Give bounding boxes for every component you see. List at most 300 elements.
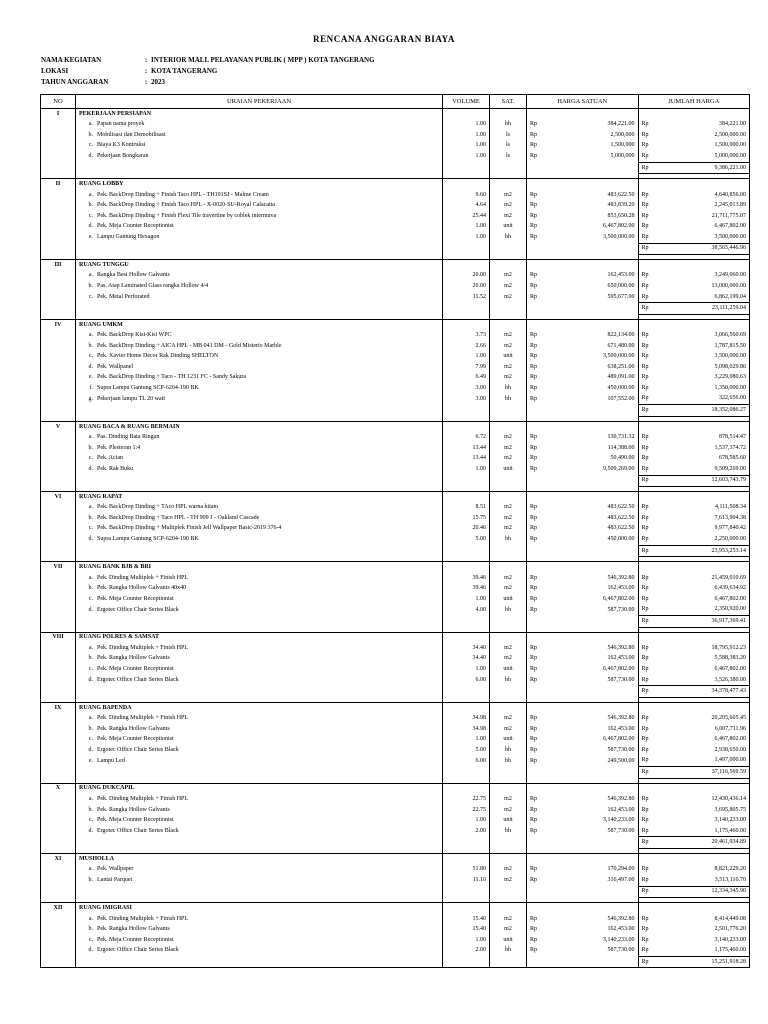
table-row [41,221,750,232]
empty-cell [694,319,750,330]
section-header-row [41,319,750,330]
item-unit: ls [490,141,527,152]
empty-cell [527,837,583,849]
item-total-price: 1,537,374.72 [694,443,750,454]
item-letter: d. [88,153,93,160]
empty-cell [582,179,638,190]
empty-cell [41,281,76,292]
item-text: Pek. Wallpanel [97,363,134,370]
item-description [76,503,443,514]
item-text: Papan nama proyek [97,121,145,128]
table-row [41,120,750,131]
section-number: XI [41,854,76,865]
item-total-price: 3,140,233.00 [694,935,750,946]
empty-cell [41,232,76,243]
table-row [41,724,750,735]
table-row [41,643,750,654]
item-letter: b. [88,282,93,289]
item-unit-price: 6,467,802.00 [603,595,635,602]
empty-cell [443,886,490,898]
item-unit: bh [490,605,527,616]
item-description [76,341,443,352]
section-number: VII [41,562,76,573]
item-text: Pek. BackDrop Kisi-Kisi WPC [97,332,172,339]
item-total-price: 9,509,269.00 [694,464,750,475]
item-description [76,221,443,232]
item-text: Pek. BackDrop Dinding + TAco HPL warna hitam [97,504,219,511]
table-row [41,292,750,303]
item-letter: a. [88,434,93,441]
item-total-price: 3,513,116.70 [694,875,750,886]
item-total-price: 6,467,802.00 [694,664,750,675]
empty-cell [694,260,750,271]
empty-cell [582,686,638,698]
table-row [41,394,750,405]
item-text: Pek. Meja Counter Receptionist [97,817,174,824]
table-row [41,865,750,876]
section-number: IX [41,702,76,713]
currency-label: Rp [527,513,583,524]
item-unit-price: 162,453.00 [607,926,635,933]
empty-cell [41,341,76,352]
empty-cell [41,432,76,443]
item-letter: c. [88,936,93,943]
empty-cell [443,545,490,557]
empty-cell [41,605,76,616]
section-total-row [41,243,750,255]
section-header-row [41,179,750,190]
item-volume: 20.46 [443,524,490,535]
table-row [41,605,750,616]
item-text: Ergotec Office Chair Series Black [97,606,179,613]
item-volume: 39.46 [443,573,490,584]
item-unit-price: 130,731.32 [607,434,635,441]
item-description [76,120,443,131]
currency-label: Rp [638,292,694,303]
item-volume: 4.64 [443,200,490,211]
empty-cell [490,632,527,643]
currency-label: Rp [527,713,583,724]
empty-cell [527,421,583,432]
item-volume: 15.40 [443,914,490,925]
item-unit: bh [490,232,527,243]
currency-label: Rp [638,815,694,826]
item-text: Pek. Meja Counter Receptionist [97,936,174,943]
section-total-row [41,303,750,315]
table-row [41,794,750,805]
currency-label: Rp [638,162,694,174]
section-header-row [41,854,750,865]
section-header-row [41,702,750,713]
empty-cell [443,109,490,120]
section-total-row [41,956,750,968]
empty-cell [490,421,527,432]
empty-cell [41,735,76,746]
currency-label: Rp [527,643,583,654]
empty-cell [76,956,443,968]
item-volume: 34.40 [443,654,490,665]
item-text: Pek. Metal Perforated [97,293,150,300]
item-unit: ls [490,151,527,162]
currency-label: Rp [638,724,694,735]
empty-cell [76,767,443,779]
currency-label: Rp [638,120,694,131]
item-unit-price: 162,453.00 [607,272,635,279]
section-header-row [41,421,750,432]
item-letter: b. [88,342,93,349]
item-text: Pek. BackDrop Dinding + Taco HPL - TH 909 J - Oakland Cascade [97,514,260,521]
currency-label: Rp [527,443,583,454]
empty-cell [41,120,76,131]
empty-cell [41,151,76,162]
empty-cell [694,109,750,120]
section-total: 37,116,569.59 [694,767,750,779]
empty-cell [582,162,638,174]
item-unit-price: 587,730.00 [607,606,635,613]
currency-label: Rp [638,432,694,443]
item-text: Pek. BackDrop Dinding + Finish Flexi Tile travertine by coblek intermuva [97,212,277,219]
item-letter: a. [88,644,93,651]
empty-cell [490,319,527,330]
empty-cell [41,394,76,405]
empty-cell [41,453,76,464]
empty-cell [41,865,76,876]
currency-label: Rp [638,605,694,616]
empty-cell [582,886,638,898]
currency-label: Rp [638,373,694,384]
empty-cell [490,854,527,865]
empty-cell [41,443,76,454]
empty-cell [527,492,583,503]
empty-cell [490,179,527,190]
section-number: XII [41,903,76,914]
item-unit: bh [490,756,527,767]
empty-cell [41,654,76,665]
section-number: III [41,260,76,271]
item-text: Pek. Acian [97,455,123,462]
empty-cell [76,616,443,628]
empty-cell [582,405,638,417]
currency-label: Rp [638,405,694,417]
currency-label: Rp [527,464,583,475]
empty-cell [41,243,76,255]
item-total-price: 1,500,000.00 [694,141,750,152]
currency-label: Rp [527,200,583,211]
empty-cell [41,583,76,594]
empty-cell [527,319,583,330]
item-volume: 25.44 [443,211,490,222]
item-total-price: 21,711,775.07 [694,211,750,222]
item-letter: d. [88,363,93,370]
currency-label: Rp [527,605,583,616]
currency-label: Rp [527,232,583,243]
item-unit-price: 3,500,000.00 [603,234,635,241]
meta-colon: : [144,56,148,64]
item-unit: m2 [490,724,527,735]
meta-row-tahun [41,77,375,88]
item-letter: e. [88,757,93,764]
empty-cell [443,303,490,315]
empty-cell [41,956,76,968]
table-row [41,745,750,756]
empty-cell [443,767,490,779]
empty-cell [694,903,750,914]
item-unit-price: 595,677.00 [607,293,635,300]
item-unit-price: 483,622.50 [607,191,635,198]
item-total-price: 678,585.60 [694,453,750,464]
item-text: Pek. Rangka Hollow Galvanis [97,725,170,732]
currency-label: Rp [527,292,583,303]
currency-label: Rp [638,221,694,232]
currency-label: Rp [527,745,583,756]
item-volume: 6.49 [443,373,490,384]
item-total-price: 3,140,233.00 [694,815,750,826]
currency-label: Rp [527,330,583,341]
empty-cell [638,854,694,865]
item-unit-price: 587,730.00 [607,947,635,954]
item-unit-price: 822,134.00 [607,332,635,339]
item-letter: d. [88,223,93,230]
table-row [41,330,750,341]
item-description [76,330,443,341]
item-unit: m2 [490,453,527,464]
table-row [41,200,750,211]
item-unit-price: 546,392.80 [607,644,635,651]
item-volume: 11.10 [443,875,490,886]
empty-cell [527,260,583,271]
empty-cell [582,492,638,503]
section-total-row [41,405,750,417]
table-row [41,756,750,767]
item-text: Pas. Atap Laminated Glass rangka Hollow 4/4 [97,282,209,289]
currency-label: Rp [527,524,583,535]
currency-label: Rp [638,232,694,243]
item-letter: b. [88,806,93,813]
empty-cell [443,854,490,865]
empty-cell [41,373,76,384]
empty-cell [41,767,76,779]
item-letter: b. [88,202,93,209]
section-total-row [41,686,750,698]
item-total-price: 4,640,856.00 [694,190,750,201]
currency-label: Rp [638,271,694,282]
item-volume: 3.00 [443,394,490,405]
item-letter: b. [88,585,93,592]
item-text: Pek. BackDrop Dinding + Finish Taco HPL - X-0020-SU-Royal Calacatta [97,202,275,209]
empty-cell [41,686,76,698]
item-unit-price: 162,453.00 [607,585,635,592]
empty-cell [527,475,583,487]
currency-label: Rp [527,534,583,545]
item-text: Pek. BackDrop Dinding + Multiplek Finish Jell Wallpaper Basic-2019 376-4 [97,525,282,532]
currency-label: Rp [638,616,694,628]
item-text: Pek. BackDrop Dinding + Taco - TH 1231 FC - Sandy Sakura [97,374,247,381]
empty-cell [582,632,638,643]
col-header-jumlah-harga: JUMLAH HARGA [638,95,750,109]
currency-label: Rp [638,794,694,805]
empty-cell [527,686,583,698]
item-volume: 9.60 [443,190,490,201]
item-volume: 5.00 [443,534,490,545]
item-unit-price: 483,622.50 [607,504,635,511]
empty-cell [41,886,76,898]
item-unit: unit [490,594,527,605]
empty-cell [443,783,490,794]
currency-label: Rp [638,330,694,341]
section-number: V [41,421,76,432]
empty-cell [490,886,527,898]
table-row [41,534,750,545]
currency-label: Rp [638,935,694,946]
empty-cell [527,179,583,190]
item-total-price: 5,000,000.00 [694,151,750,162]
table-row [41,232,750,243]
section-number: IV [41,319,76,330]
empty-cell [443,421,490,432]
empty-cell [527,702,583,713]
col-header-harga-satuan: HARGA SATUAN [527,95,639,109]
section-name: PEKERJAAN PERSIAPAN [76,109,443,120]
project-info [41,55,375,88]
empty-cell [582,702,638,713]
item-unit: m2 [490,865,527,876]
item-description [76,534,443,545]
item-text: Lampu Gantung Hexagon [97,234,160,241]
item-letter: a. [88,191,93,198]
currency-label: Rp [527,805,583,816]
item-total-price: 6,467,802.00 [694,221,750,232]
currency-label: Rp [638,303,694,315]
table-row [41,524,750,535]
item-unit: unit [490,664,527,675]
currency-label: Rp [527,794,583,805]
empty-cell [527,903,583,914]
item-text: Pek. Dinding Multiplek + Finish HPL [97,574,189,581]
item-unit: m2 [490,211,527,222]
currency-label: Rp [638,141,694,152]
table-row [41,503,750,514]
item-description [76,756,443,767]
currency-label: Rp [527,190,583,201]
empty-cell [490,475,527,487]
item-text: Pek. Rangka Hollow Galvanis [97,926,170,933]
table-row [41,151,750,162]
item-unit: ls [490,130,527,141]
currency-label: Rp [527,735,583,746]
empty-cell [582,767,638,779]
empty-cell [41,594,76,605]
item-unit-price: 650,000.00 [607,282,635,289]
currency-label: Rp [638,243,694,255]
empty-cell [41,464,76,475]
item-description [76,432,443,443]
empty-cell [694,702,750,713]
item-letter: g. [88,395,93,402]
empty-cell [41,935,76,946]
item-unit-price: 3,140,233.00 [603,817,635,824]
item-total-price: 20,205,605.45 [694,713,750,724]
item-text: Ergotec Office Chair Series Black [97,827,179,834]
empty-cell [694,783,750,794]
currency-label: Rp [527,130,583,141]
empty-cell [490,109,527,120]
empty-cell [443,956,490,968]
section-name: RUANG LOBBY [76,179,443,190]
item-unit: bh [490,826,527,837]
empty-cell [527,767,583,779]
item-volume: 8.51 [443,503,490,514]
item-unit: m2 [490,362,527,373]
item-total-price: 8,821,229.20 [694,865,750,876]
item-unit: bh [490,394,527,405]
empty-cell [638,903,694,914]
currency-label: Rp [638,826,694,837]
meta-row-kegiatan [41,55,375,66]
currency-label: Rp [527,351,583,362]
empty-cell [490,616,527,628]
item-text: Rangka Besi Hollow Galvanis [97,272,170,279]
item-total-price: 5,588,383.20 [694,654,750,665]
empty-cell [41,303,76,315]
item-description [76,735,443,746]
item-total-price: 1,350,000.00 [694,383,750,394]
currency-label: Rp [638,503,694,514]
item-unit-price: 6,467,802.00 [603,736,635,743]
item-unit-price: 50,490.00 [610,455,635,462]
empty-cell [41,292,76,303]
item-description [76,271,443,282]
table-row [41,573,750,584]
currency-label: Rp [638,362,694,373]
table-header-row [41,95,750,109]
item-letter: a. [88,272,93,279]
item-text: Pek. Rangka Hollow Galvanis 40x40 [97,585,187,592]
item-letter: c. [88,525,93,532]
currency-label: Rp [527,594,583,605]
currency-label: Rp [527,675,583,686]
item-unit-price: 162,453.00 [607,806,635,813]
item-description [76,394,443,405]
currency-label: Rp [527,281,583,292]
item-volume: 13.44 [443,453,490,464]
document-title: RENCANA ANGGARAN BIAYA [312,34,456,44]
item-description [76,573,443,584]
empty-cell [41,221,76,232]
item-total-price: 21,459,010.69 [694,573,750,584]
item-total-price: 7,613,904.38 [694,513,750,524]
currency-label: Rp [527,394,583,405]
item-volume: 20.00 [443,281,490,292]
section-header-row [41,260,750,271]
item-unit-price: 853,650.28 [607,212,635,219]
item-volume: 13.44 [443,443,490,454]
item-volume: 1.00 [443,151,490,162]
item-letter: a. [88,574,93,581]
currency-label: Rp [638,524,694,535]
empty-cell [76,837,443,849]
currency-label: Rp [638,200,694,211]
item-text: Pek. BackDrop Dinding + AICA HPL - MB 041 DM - Gold Misterio Marble [97,342,282,349]
empty-cell [582,854,638,865]
section-total-row [41,616,750,628]
item-unit: unit [490,464,527,475]
empty-cell [527,243,583,255]
empty-cell [443,475,490,487]
empty-cell [76,243,443,255]
item-letter: b. [88,926,93,933]
item-description [76,583,443,594]
empty-cell [41,664,76,675]
